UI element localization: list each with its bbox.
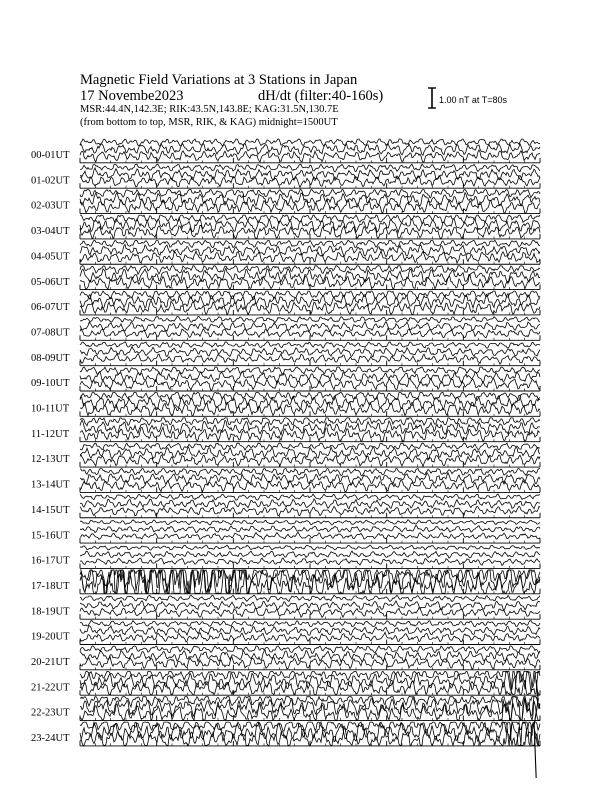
trace-rik [80,347,540,357]
trace-rik [80,143,540,155]
chart-title: Magnetic Field Variations at 3 Stations in Japan [80,72,358,88]
trace-rik [80,525,540,532]
trace-kag [80,621,540,627]
trace-rik [80,601,540,611]
trace-kag [80,443,540,450]
station-order-note: (from bottom to top, MSR, RIK, & KAG) midnight=1500UT [80,117,338,128]
trace-rik [80,499,540,509]
trace-kag [80,595,540,601]
station-coordinates: MSR:44.4N,142.3E; RIK:43.5N,143.8E; KAG:31.5N,130.7E [80,104,339,115]
hour-label: 00-01UT [31,150,70,161]
trace-kag [80,367,540,374]
trace-kag [80,469,540,476]
scale-label: 1.00 nT at T=80s [439,95,507,105]
trace-rik [80,551,540,558]
hour-label: 10-11UT [31,403,70,415]
hour-label: 07-08UT [31,327,70,339]
hour-label: 16-17UT [31,555,70,567]
hour-label: 23-24UT [31,733,70,745]
hour-label: 02-03UT [31,200,70,212]
hour-label: 14-15UT [31,504,70,516]
hour-label: 06-07UT [31,302,70,314]
hour-label: 15-16UT [31,530,70,542]
hour-label: 20-21UT [31,657,70,668]
trace-kag [80,266,540,275]
trace-rik [80,268,540,283]
hour-label: 17-18UT [31,580,70,592]
trace-rik [80,168,540,181]
hour-label: 13-14UT [31,479,70,491]
trace-kag [80,317,540,323]
trace-rik [80,193,540,207]
trace-kag [80,190,540,198]
trace-rik [80,626,540,636]
chart-date: 17 Novembe2023 [80,88,184,104]
chart-quantity: dH/dt (filter:40-160s) [258,88,384,104]
hour-label: 09-10UT [31,378,70,390]
hour-label: 08-09UT [31,352,70,364]
trace-kag [80,545,540,550]
trace-kag [80,494,540,500]
hour-label: 03-04UT [31,226,70,238]
hour-label: 05-06UT [31,276,70,288]
hour-label: 21-22UT [31,682,70,694]
trace-kag [80,164,540,172]
hour-label: 18-19UT [31,606,70,618]
trace-kag [80,520,540,525]
hour-label: 12-13UT [31,454,70,466]
hour-label: 04-05UT [31,251,70,263]
trace-kag [80,291,540,299]
trace-rik [80,447,540,459]
trace-kag [80,342,540,349]
trace-kag [80,139,540,146]
trace-rik [80,395,540,410]
hour-label: 19-20UT [31,631,70,643]
hour-label: 11-12UT [31,428,70,440]
hour-label: 01-02UT [31,175,70,187]
hour-label: 22-23UT [31,707,70,719]
trace-rik [80,322,540,332]
